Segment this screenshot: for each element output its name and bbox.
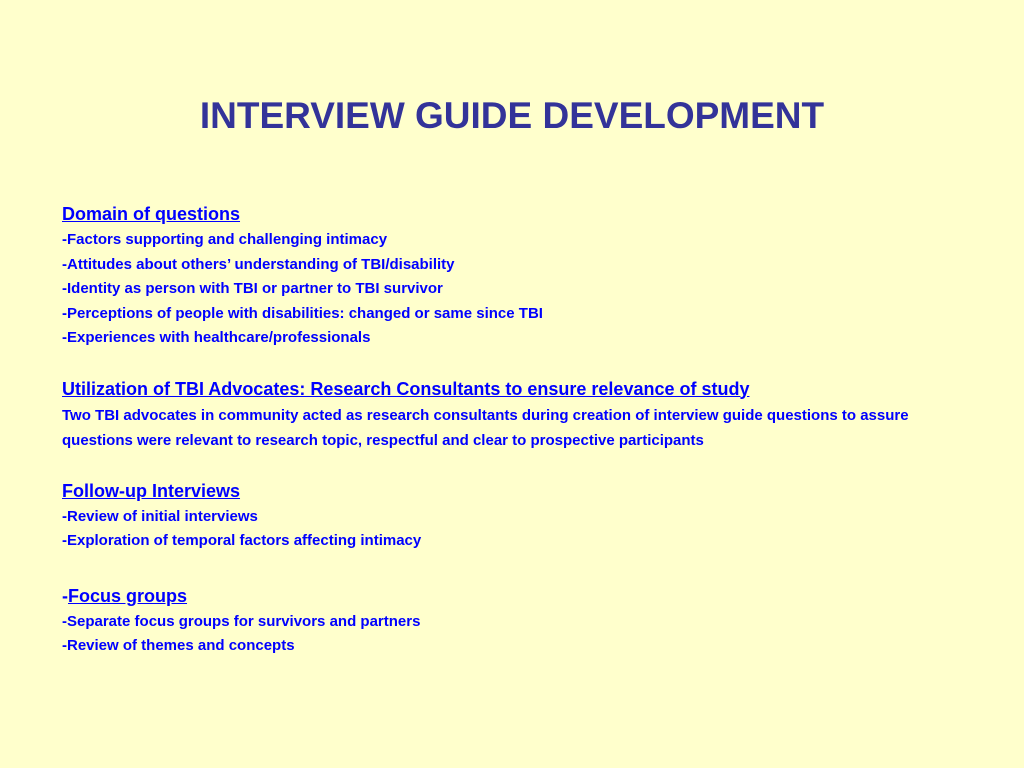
bullet-item: -Factors supporting and challenging intimacy [62,231,388,248]
slide-title: INTERVIEW GUIDE DEVELOPMENT [199,95,825,136]
bullet-item: -Experiences with healthcare/professionals [62,329,371,346]
bullet-item: -Attitudes about others’ understanding of TBI/disability [62,255,455,273]
section-follow-up-interviews [62,477,982,554]
heading-prefix: - [62,585,68,606]
bullet-item: -Exploration of temporal factors affecting intimacy [62,532,422,549]
section-domain-of-questions [62,200,982,351]
section-heading-focus [62,582,982,610]
bullet-item: -Review of themes and concepts [62,637,295,654]
advocates-paragraph: Two TBI advocates in community acted as research consultants during creation of interview guide questions to assure questions were relevant to research topic, respectful and clear to prospective participants [62,406,909,449]
section-focus-groups [62,582,982,659]
section-tbi-advocates [62,375,982,453]
section-heading-followup: Follow-up Interviews [62,480,241,501]
bullet-item: -Separate focus groups for survivors and partners [62,612,421,630]
section-heading-focus-label: Focus groups [68,585,188,606]
section-heading-advocates: Utilization of TBI Advocates: Research Consultants to ensure relevance of study [62,378,750,399]
section-heading-domain: Domain of questions [62,204,241,224]
bullet-item: -Identity as person with TBI or partner to TBI survivor [62,280,443,297]
bullet-item: -Review of initial interviews [62,507,258,525]
slide-content [62,200,982,659]
bullet-item: -Perceptions of people with disabilities: changed or same since TBI [62,304,543,322]
